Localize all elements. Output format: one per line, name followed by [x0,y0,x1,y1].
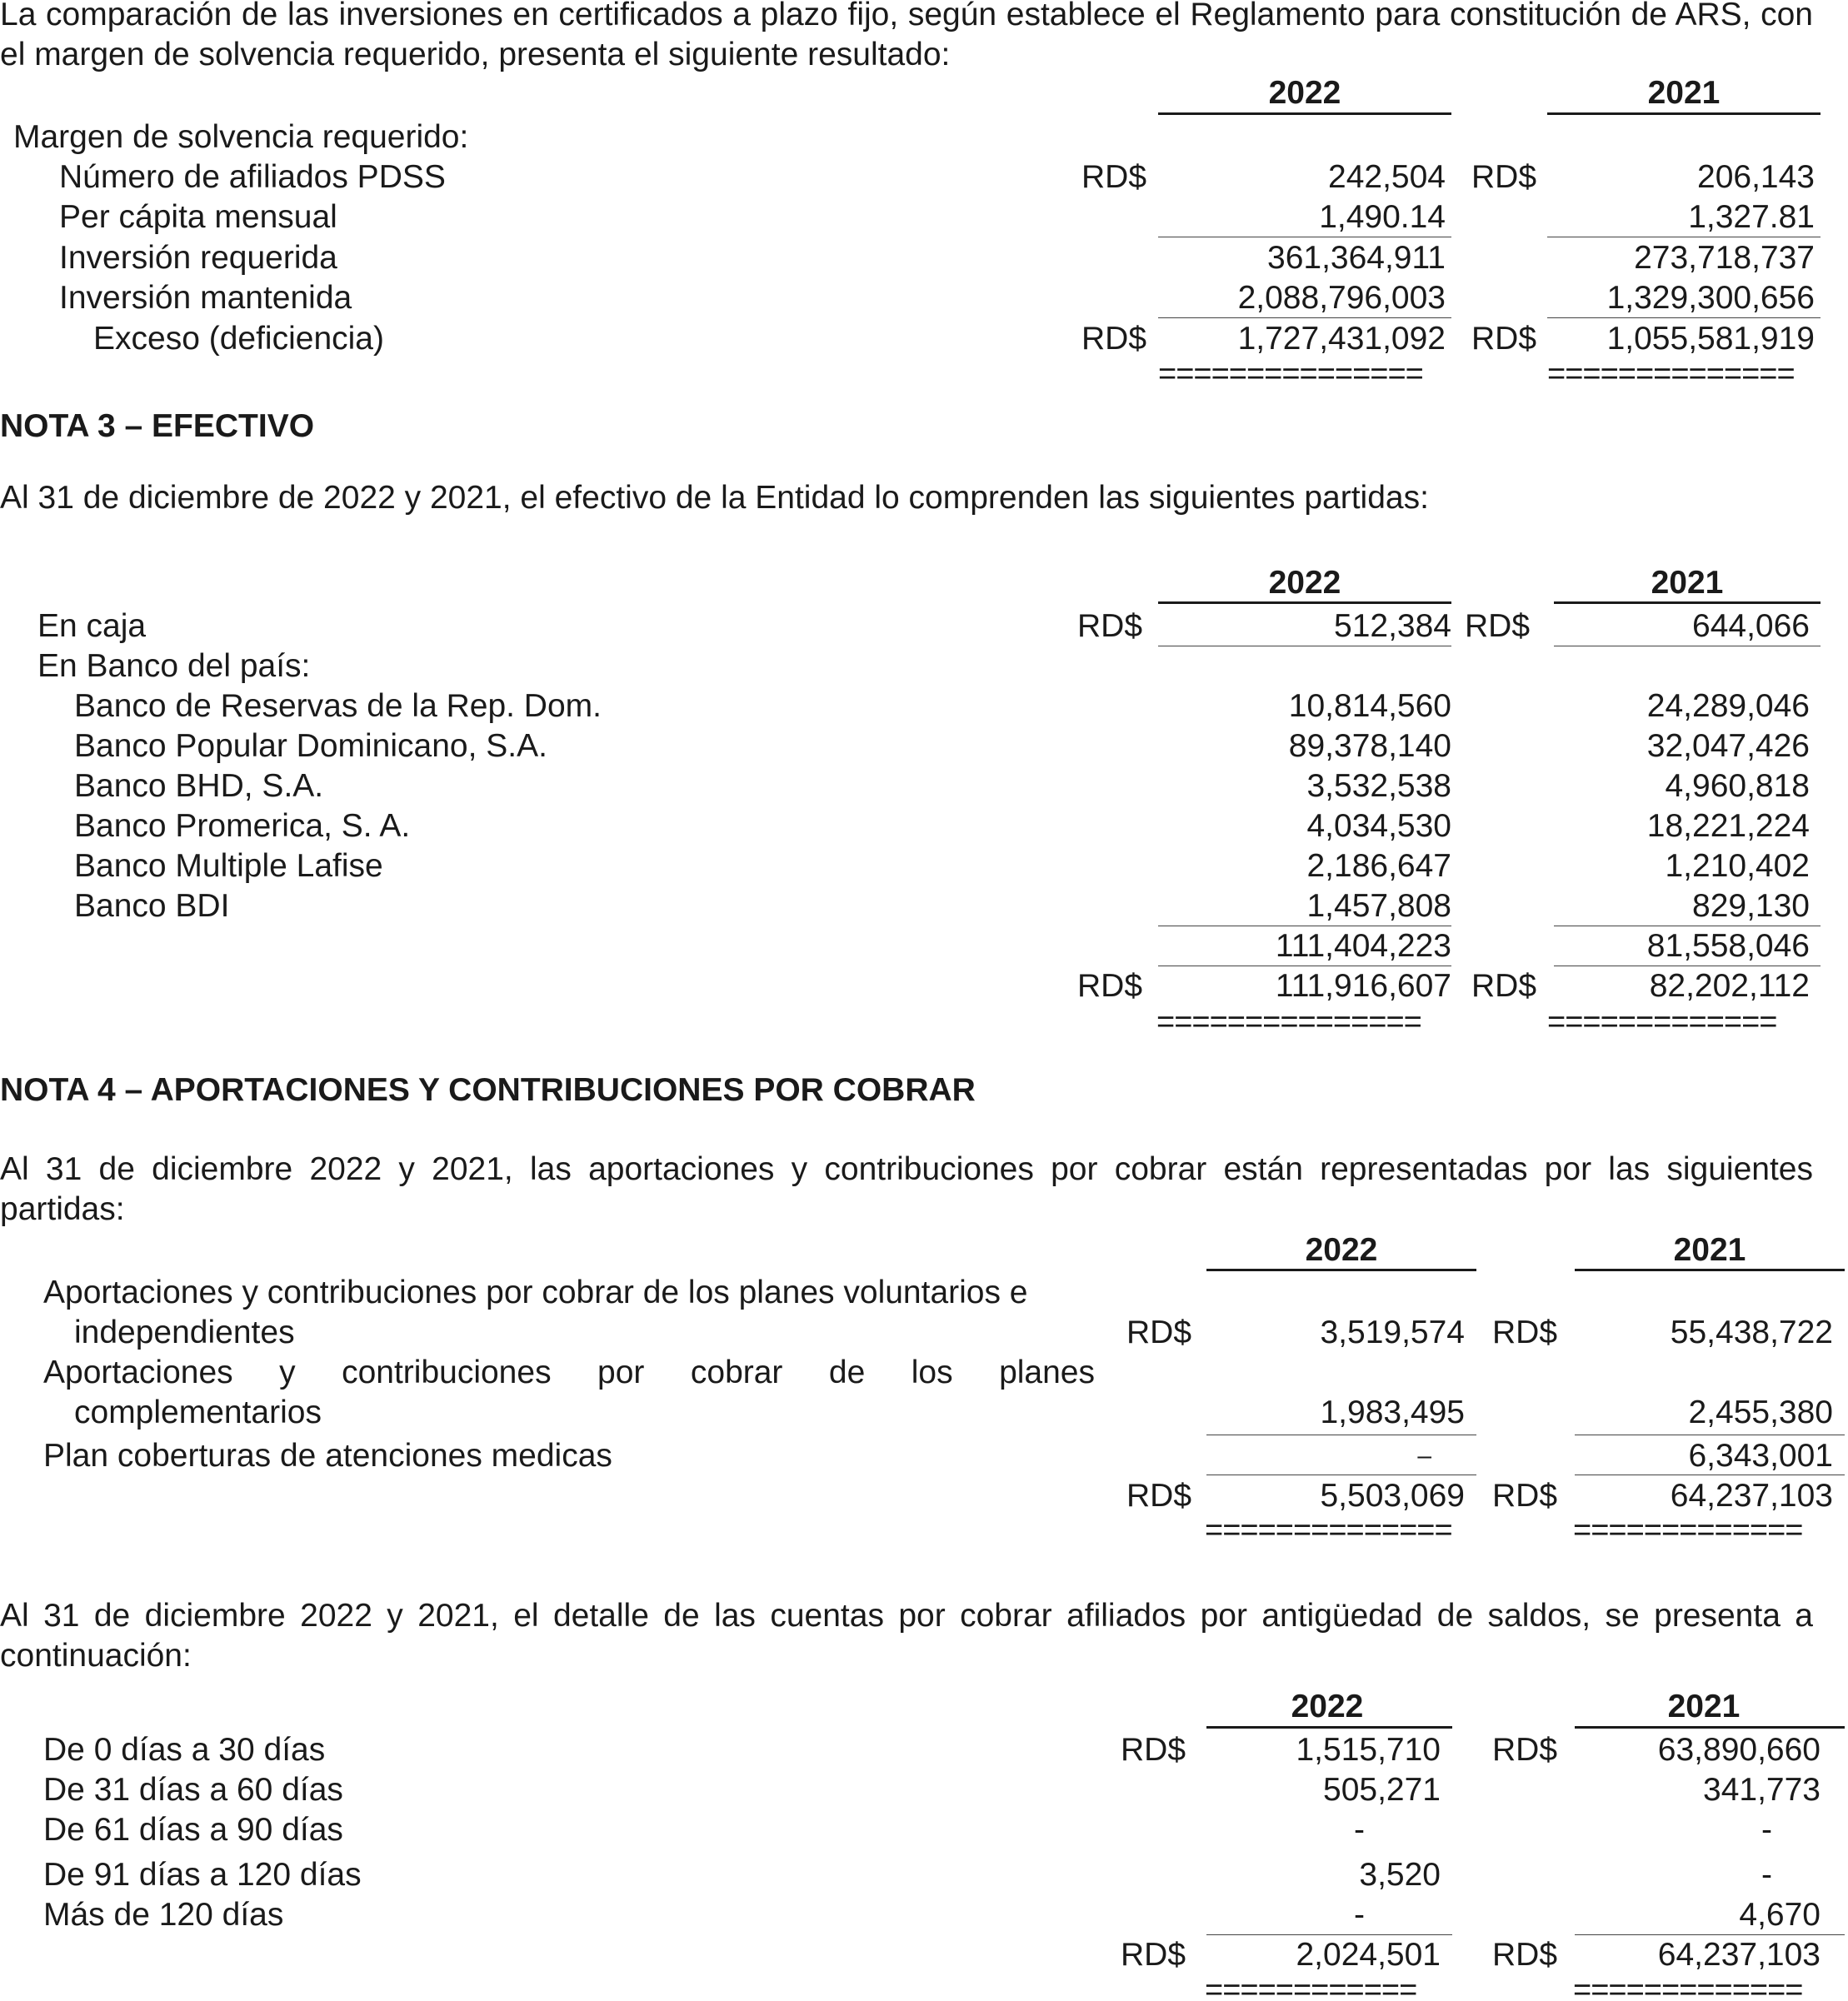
bank-value-2021: 24,289,046 [1646,688,1810,724]
bank-value-2022: 1,457,808 [1306,888,1451,924]
aging-value-2021: 63,890,660 [1657,1732,1821,1768]
nota4-paragraph: Al 31 de diciembre 2022 y 2021, las aportaciones y contribuciones por cobrar están representadas por las siguientes partidas: [0,1151,1813,1227]
bank-value-2021: 829,130 [1692,888,1810,924]
aging-year-2021: 2021 [1667,1689,1741,1724]
header-rule [1158,112,1451,115]
nota4-total-2022: 5,503,069 [1320,1478,1465,1514]
bank-label: Banco Multiple Lafise [74,848,383,884]
bank-value-2022: 4,034,530 [1306,808,1451,844]
nota3-total-2022: 111,916,607 [1275,968,1451,1004]
header-rule [1554,601,1821,604]
nota3-heading: NOTA 3 – EFECTIVO [0,408,315,444]
nota4-row1-value-2022: 3,519,574 [1320,1315,1465,1350]
currency-label: RD$ [1081,159,1147,195]
bank-label: Banco BDI [74,888,230,924]
aging-value-2022: 1,515,710 [1296,1732,1441,1768]
bank-value-2022: 2,186,647 [1306,848,1451,884]
solvency-value-2021: 1,327.81 [1688,199,1815,235]
aging-total-2022: 2,024,501 [1296,1937,1441,1973]
aging-row-label: De 31 días a 60 días [43,1772,343,1808]
header-rule [1206,1726,1452,1729]
currency-label: RD$ [1121,1732,1186,1768]
nota4-row2-line2: complementarios [74,1395,322,1430]
currency-label: RD$ [1471,159,1537,195]
nota3-year-2022: 2022 [1268,565,1341,601]
bank-value-2021: 32,047,426 [1646,728,1810,764]
double-underline: ============ [1205,1981,1417,2001]
bank-value-2022: 3,532,538 [1306,768,1451,804]
solvency-year-2022: 2022 [1268,75,1341,111]
header-rule [1547,112,1821,115]
double-underline: ============= [1547,1013,1777,1031]
nota4-row2-value-2022: 1,983,495 [1320,1395,1465,1430]
currency-label: RD$ [1492,1937,1558,1973]
double-underline: ============== [1547,365,1795,383]
subtotal-rule [1547,317,1821,318]
caja-value-2021: 644,066 [1692,608,1810,644]
nota3-total-2021: 82,202,112 [1649,968,1810,1004]
aging-total-2021: 64,237,103 [1657,1937,1821,1973]
intro-paragraph: La comparación de las inversiones en certificados a plazo fijo, según establece el Reglamento para constitución de ARS, con el margen de solvencia requerido, presenta el siguiente resultado: [0,0,1813,72]
aging-value-2022: - [1354,1897,1365,1933]
bank-value-2022: 10,814,560 [1288,688,1451,724]
solvency-value-2022: 2,088,796,003 [1237,280,1446,316]
aging-value-2021: - [1761,1857,1772,1893]
bank-label: Banco BHD, S.A. [74,768,324,804]
nota4-year-2022: 2022 [1305,1232,1378,1268]
aging-value-2021: 341,773 [1703,1772,1821,1808]
solvency-value-2021: 1,055,581,919 [1606,321,1815,357]
aging-value-2021: 4,670 [1739,1897,1821,1933]
double-underline: ============= [1573,1981,1803,2001]
header-rule [1206,1269,1476,1271]
solvency-value-2021: 206,143 [1697,159,1815,195]
solvency-value-2021: 273,718,737 [1634,240,1815,276]
solvency-row-label: Número de afiliados PDSS [59,159,446,195]
nota4-row2-line1: Aportaciones y contribuciones por cobrar de los planes [43,1355,1095,1390]
nota3-paragraph: Al 31 de diciembre de 2022 y 2021, el efectivo de la Entidad lo comprenden las siguientes partidas: [0,480,1429,516]
solvency-value-2021: 1,329,300,656 [1606,280,1815,316]
aging-value-2022: - [1354,1812,1365,1848]
currency-label: RD$ [1465,608,1531,644]
banks-subtotal-2021: 81,558,046 [1646,928,1810,964]
bank-value-2021: 18,221,224 [1646,808,1810,844]
aging-row-label: De 61 días a 90 días [43,1812,343,1848]
nota4-year-2021: 2021 [1673,1232,1746,1268]
solvency-row-label: Per cápita mensual [59,199,337,235]
nota4-row3-value-2022: – [1417,1442,1431,1470]
double-underline: =============== [1156,1013,1421,1031]
nota3-year-2021: 2021 [1651,565,1724,601]
currency-label: RD$ [1077,968,1143,1004]
currency-label: RD$ [1126,1315,1192,1350]
currency-label: RD$ [1492,1315,1558,1350]
bank-label: Banco Popular Dominicano, S.A. [74,728,547,764]
aging-value-2022: 505,271 [1323,1772,1441,1808]
solvency-section-label: Margen de solvencia requerido: [13,119,469,155]
currency-label: RD$ [1081,321,1147,357]
double-underline: ============= [1573,1521,1803,1539]
aging-row-label: De 91 días a 120 días [43,1857,362,1893]
solvency-value-2022: 1,490.14 [1319,199,1446,235]
currency-label: RD$ [1492,1478,1558,1514]
aging-row-label: De 0 días a 30 días [43,1732,326,1768]
solvency-row-label: Inversión mantenida [59,280,352,316]
header-rule [1575,1726,1845,1729]
solvency-value-2022: 1,727,431,092 [1237,321,1446,357]
currency-label: RD$ [1471,321,1537,357]
solvency-row-label: Exceso (deficiencia) [93,321,384,357]
nota4-row3-label: Plan coberturas de atenciones medicas [43,1438,612,1474]
nota4-heading: NOTA 4 – APORTACIONES Y CONTRIBUCIONES POR COBRAR [0,1072,976,1108]
nota4-row1-line2: independientes [74,1315,295,1350]
currency-label: RD$ [1126,1478,1192,1514]
currency-label: RD$ [1471,968,1537,1004]
subtotal-rule [1158,317,1451,318]
aging-row-label: Más de 120 días [43,1897,284,1933]
aging-year-2022: 2022 [1291,1689,1364,1724]
double-underline: =============== [1158,365,1423,383]
banks-section-label: En Banco del país: [37,648,311,684]
aging-value-2021: - [1761,1812,1772,1848]
header-rule [1575,1269,1845,1271]
bank-value-2021: 4,960,818 [1665,768,1810,804]
bank-value-2021: 1,210,402 [1665,848,1810,884]
nota4-total-2021: 64,237,103 [1670,1478,1833,1514]
caja-value-2022: 512,384 [1334,608,1451,644]
currency-label: RD$ [1492,1732,1558,1768]
bank-value-2022: 89,378,140 [1288,728,1451,764]
header-rule [1158,601,1451,604]
currency-label: RD$ [1121,1937,1186,1973]
solvency-row-label: Inversión requerida [59,240,337,276]
solvency-value-2022: 361,364,911 [1267,240,1446,276]
bank-label: Banco Promerica, S. A. [74,808,411,844]
banks-subtotal-2022: 111,404,223 [1275,928,1451,964]
solvency-value-2022: 242,504 [1328,159,1446,195]
aging-value-2022: 3,520 [1359,1857,1441,1893]
solvency-year-2021: 2021 [1647,75,1721,111]
caja-label: En caja [37,608,147,644]
currency-label: RD$ [1077,608,1143,644]
double-underline: ============== [1205,1521,1452,1539]
aging-paragraph: Al 31 de diciembre 2022 y 2021, el detalle de las cuentas por cobrar afiliados por antigüedad de saldos, se presenta a continuación: [0,1598,1813,1674]
nota4-row1-line1: Aportaciones y contribuciones por cobrar de los planes voluntarios e [43,1275,1028,1310]
nota4-row2-value-2021: 2,455,380 [1688,1395,1833,1430]
bank-label: Banco de Reservas de la Rep. Dom. [74,688,602,724]
nota4-row1-value-2021: 55,438,722 [1670,1315,1833,1350]
nota4-row3-value-2021: 6,343,001 [1688,1438,1833,1474]
